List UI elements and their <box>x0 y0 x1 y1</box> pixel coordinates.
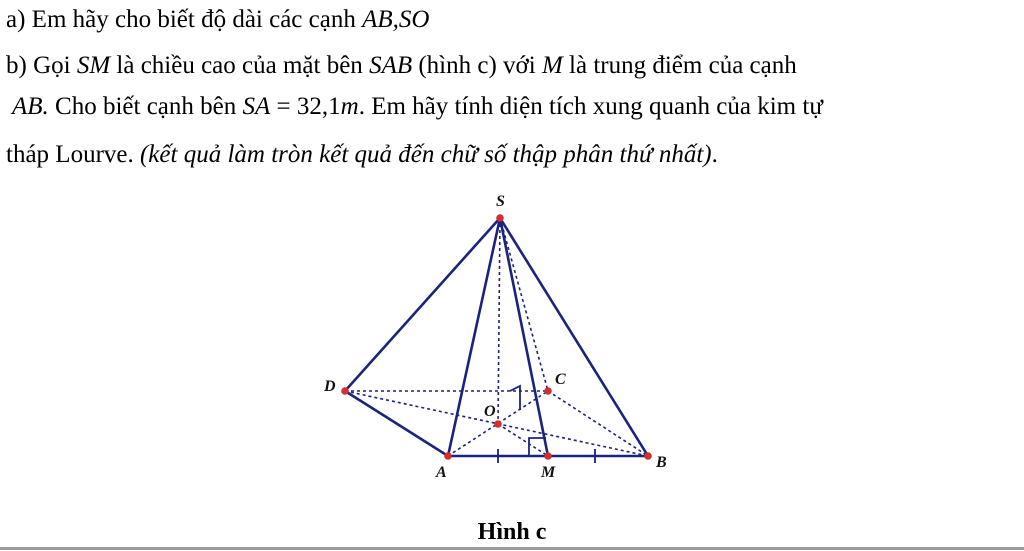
math-m: M <box>541 52 563 79</box>
edge-SD <box>345 218 500 391</box>
math-sm: SM <box>76 52 111 79</box>
point-A <box>444 452 452 460</box>
height-SO <box>498 218 500 424</box>
text-segment: Cho biết cạnh bên <box>48 93 243 120</box>
label-S: S <box>496 193 505 210</box>
edge-SC <box>500 218 548 391</box>
segment-SM <box>500 218 548 456</box>
label-D: D <box>324 378 336 395</box>
text-segment: (hình c) với <box>412 52 542 79</box>
math-sa: SA <box>242 93 271 120</box>
edge-DA <box>345 391 448 456</box>
text-segment: là trung điểm của cạnh <box>562 52 797 79</box>
text-segment: b) Gọi <box>6 52 77 79</box>
bottom-divider <box>0 547 1024 550</box>
text-segment: tháp Lourve. <box>6 141 140 168</box>
question-b-line-2 <box>12 91 823 123</box>
text-segment: là chiều cao của mặt bên <box>110 52 370 79</box>
label-C: C <box>555 371 566 388</box>
label-M: M <box>541 464 556 481</box>
text-segment: . Em hãy tính diện tích xung quanh của kim tự <box>358 93 823 120</box>
question-a-math: AB,SO <box>362 6 430 33</box>
pyramid-figure <box>0 180 1024 510</box>
point-M <box>544 452 552 460</box>
edge-CB <box>548 391 648 456</box>
question-a <box>6 4 429 36</box>
label-B: B <box>656 454 667 471</box>
text-segment: . <box>711 141 718 168</box>
edge-SA <box>448 218 500 456</box>
right-angle-O <box>510 386 520 410</box>
edge-SB <box>500 218 648 456</box>
rounding-note: (kết quả làm tròn kết quả đến chữ số thập phân thứ nhất) <box>139 141 712 168</box>
vertex-points <box>341 214 652 460</box>
math-ab: AB. <box>12 93 49 120</box>
label-A: A <box>436 464 447 481</box>
question-a-text: a) Em hãy cho biết độ dài các cạnh <box>6 6 363 33</box>
point-B <box>644 452 652 460</box>
point-D <box>341 387 349 395</box>
point-S <box>496 214 504 222</box>
visible-edges <box>345 218 648 456</box>
question-b-line-1 <box>6 50 797 82</box>
figure-caption: Hình c <box>477 519 547 545</box>
point-O <box>494 420 502 428</box>
math-unit: m <box>340 93 359 120</box>
label-O: O <box>484 403 496 420</box>
math-value: = 32,1 <box>270 93 341 120</box>
math-sab: SAB <box>369 52 413 79</box>
question-b-line-3 <box>6 139 718 171</box>
point-C <box>544 387 552 395</box>
